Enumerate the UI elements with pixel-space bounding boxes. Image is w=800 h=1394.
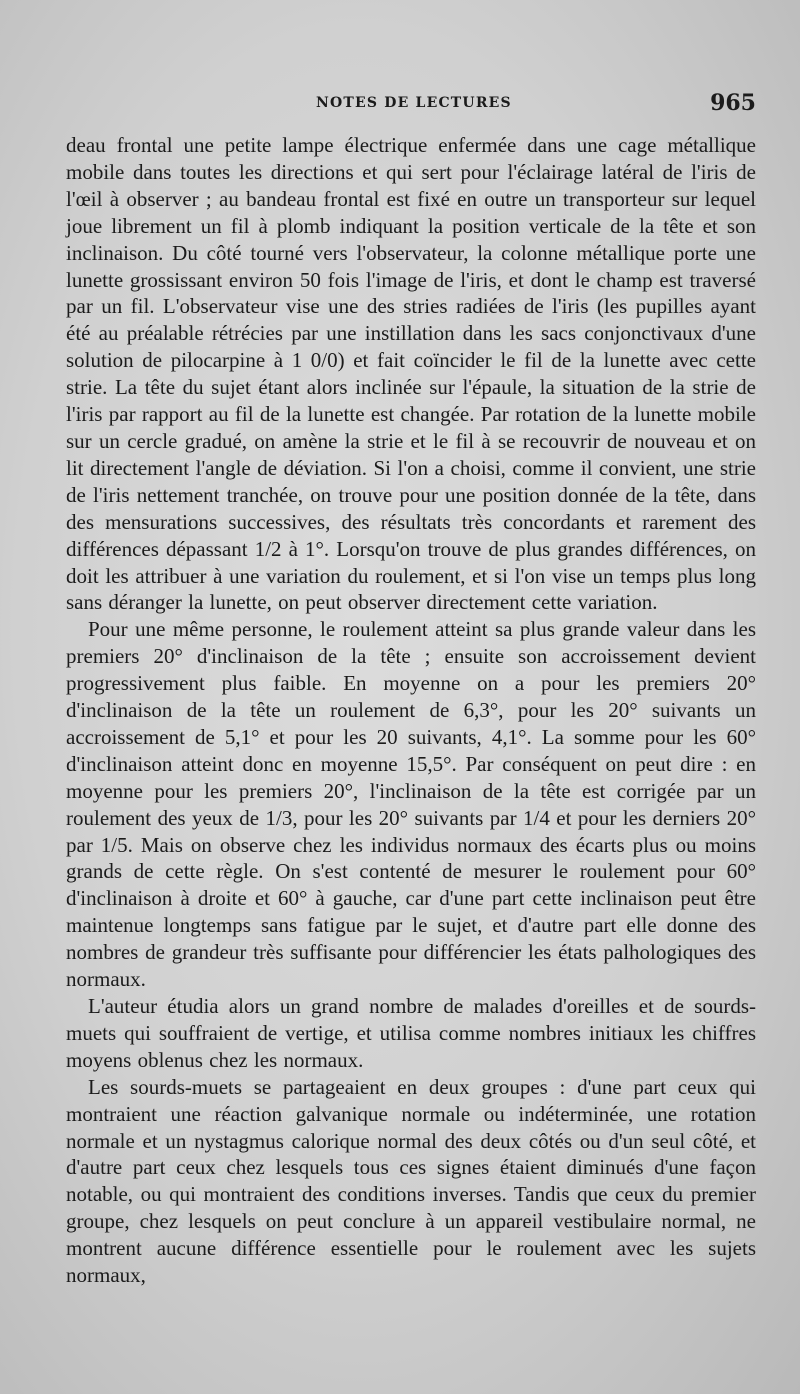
running-title: NOTES DE LECTURES — [316, 95, 512, 111]
paragraph: Les sourds-muets se partageaient en deux groupes : d'une part ceux qui montraient une réaction galvanique normale ou indéterminée, une rotation normale et un nystagmus calorique normal des deux côtés ou d'un seul côté, et d'autre part ceux chez lesquels tous ces signes étaient diminués d'une façon notable, ou qui montraient des conditions inverses. Tandis que ceux du premier groupe, chez lesquels on peut conclure à un appareil vestibulaire normal, ne montrent aucune différence essentielle pour le roulement avec les sujets normaux, — [66, 1074, 756, 1288]
paragraph: Pour une même personne, le roulement atteint sa plus grande valeur dans les premiers 20° d'inclinaison de la tête ; ensuite son accroissement devient progressivement plus faible. En moyenne on a pour les premiers 20° d'inclinaison de la tête un roulement de 6,3°, pour les 20° suivants un accroissement de 5,1° et pour les 20 suivants, 4,1°. La somme pour les 60° d'inclinaison atteint donc en moyenne 15,5°. Par conséquent on peut dire : en moyenne pour les premiers 20°, l'inclinaison de la tête est corrigée par un roulement des yeux de 1/3, pour les 20° suivants par 1/4 et pour les derniers 20° par 1/5. Mais on observe chez les individus normaux des écarts plus ou moins grands de cette règle. On s'est contenté de mesurer le roulement pour 60° d'inclinaison à droite et 60° à gauche, car d'une part cette inclinaison peut être maintenue longtemps sans fatigue par le sujet, et d'autre part elle donne des nombres de grandeur très suffisante pour différencier les états palhologiques des normaux. — [66, 617, 756, 992]
paragraph-continued: deau frontal une petite lampe électrique enfermée dans une cage métallique mobile dans toutes les directions et qui sert pour l'éclairage latéral de l'iris de l'œil à observer ; au bandeau frontal est fixé en outre un transporteur sur lequel joue librement un fil à plomb indiquant la position verticale de la tête et son inclinaison. Du côté tourné vers l'observateur, la colonne métallique porte une lunette grossissant environ 50 fois l'image de l'iris, et dont le champ est traversé par un fil. L'observateur vise une des stries radiées de l'iris (les pupilles ayant été au préalable rétrécies par une instillation dans les sacs conjonctivaux d'une solution de pilocarpine à 1 0/0) et fait coïncider le fil de la lunette avec cette strie. La tête du sujet étant alors inclinée sur l'épaule, la situation de la strie de l'iris par rapport au fil de la lunette est changée. Par rotation de la lunette mobile sur un cercle gradué, on amène la strie et le fil à se recouvrir de nouveau et on lit directement l'angle de déviation. Si l'on a choisi, comme il convient, une strie de l'iris nettement tranchée, on trouve pour une position donnée de la tête, dans des mensurations successives, des résultats très concordants et rarement des différences dépassant 1/2 à 1°. Lorsqu'on trouve de plus grandes différences, on doit les attribuer à une variation du roulement, et si l'on vise un temps plus long sans déranger la lunette, on peut observer directement cette variation. — [66, 133, 756, 615]
page-number: 965 — [710, 90, 756, 116]
paragraph: L'auteur étudia alors un grand nombre de malades d'oreilles et de sourds-muets qui souffraient de vertige, et utilisa comme nombres initiaux les chiffres moyens oblenus chez les normaux. — [66, 994, 756, 1072]
page-header — [66, 92, 756, 120]
body-text — [66, 132, 756, 1289]
